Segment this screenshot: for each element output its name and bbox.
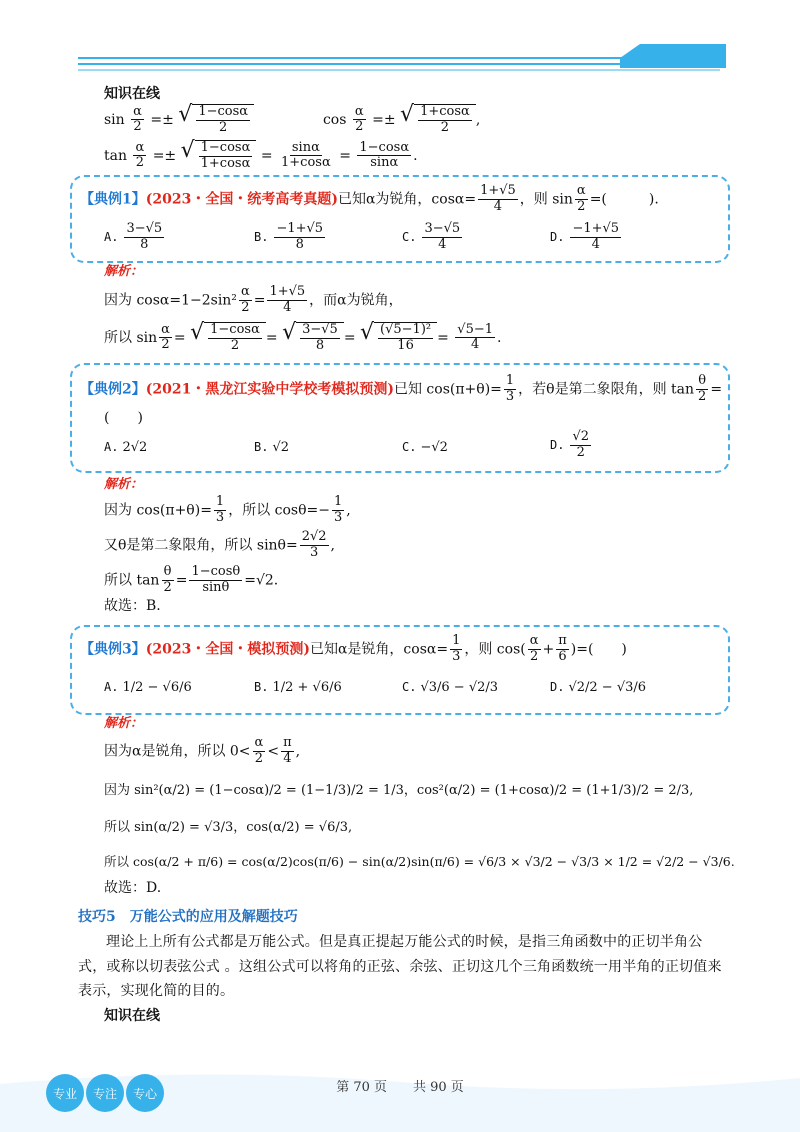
ex1-option-b[interactable]: B. $\frac{-1+√5}{8}$ (254, 221, 324, 252)
ex1-option-a[interactable]: A. $\frac{3-√5}{8}$ (104, 221, 163, 252)
solution-1-line-1: 因为 cosα=1−2sin² $\frac{\alpha}{2}$ = $\frac{1+√5}{4}$ ，而α为锐角， (104, 284, 403, 315)
footer-pill-1: 专业 (46, 1074, 84, 1112)
solution-2-line-2: 又θ是第二象限角，所以 sinθ= $\frac{2√2}{3}$ , (104, 529, 335, 560)
formula-half-angle-sin-cos: sin $\frac{\alpha}{2}$ =± √ $\frac{1-\cos\alpha}{2}$ cos $\frac{\alpha}{2}$ =± √ $\frac{1+\cos\alpha}{2}$ , (104, 102, 481, 135)
ex3-option-b[interactable]: B. 1/2 + √6/6 (254, 680, 342, 695)
ex2-option-d[interactable]: D. $\frac{√2}{2}$ (550, 429, 590, 460)
solution-2-line-1: 因为 cos(π+θ)= $\frac{1}{3}$ ，所以 cosθ=− $\frac{1}{3}$ , (104, 494, 351, 525)
solution-3-answer: 故选：D. (104, 880, 162, 896)
footer-pill-3: 专心 (126, 1074, 164, 1112)
ex3-option-a[interactable]: A. 1/2 − √6/6 (104, 680, 192, 695)
ex3-option-d[interactable]: D. √2/2 − √3/6 (550, 680, 647, 695)
solution-3-label: 解析： (104, 716, 144, 731)
example-2-paren: ( ) (104, 410, 143, 426)
solution-1-line-2: 所以 sin $\frac{\alpha}{2}$ = √ $\frac{1-\cos\alpha}{2}$ = √ $\frac{3-√5}{8}$ = √ $\frac{\text{(√5−1)²}}{16}$ = $\frac{√5-1}{4}$ . (104, 320, 502, 353)
solution-3-line-1: 因为α是锐角，所以 0< $\frac{\alpha}{2}$ < $\frac{\pi}{4}$ , (104, 735, 301, 766)
formula-half-angle-tan: tan $\frac{\alpha}{2}$ =± √ $\frac{1-\cos\alpha}{1+\cos\alpha}$ = $\frac{\sin\alpha}{1+\cos\alpha}$ = $\frac{1-\cos\alpha}{\sin\alpha}$ . (104, 138, 418, 171)
page-number: 第 70 页 共 90 页 (336, 1080, 464, 1095)
example-2-question: 【典例2】(2021・黑龙江实验中学校考模拟预测)已知 cos(π+θ)= $\frac{1}{3}$ ，若θ是第二象限角，则 tan $\frac{\theta}{2}$ = (80, 373, 723, 404)
section-paragraph: 理论上上所有公式都是万能公式。但是真正提起万能公式的时候，是指三角函数中的正切半角公式，或称以切表弦公式 。这组公式可以将角的正弦、余弦、正切这几个三角函数统一用半角的正切值来表示，实现化简的目的。 (78, 934, 722, 999)
solution-3-line-4: 所以 cos(α/2 + π/6) = cos(α/2)cos(π/6) − sin(α/2)sin(π/6) = √6/3 × √3/2 − √3/3 × 1/2 = √2/2 − √3/6. (104, 854, 735, 869)
example-1-question: 【典例1】(2023・全国・统考高考真题)已知α为锐角，cosα= $\frac{1+√5}{4}$ ，则 sin $\frac{\alpha}{2}$ =( ). (80, 183, 659, 214)
solution-3-line-3: 所以 sin(α/2) = √3/3，cos(α/2) = √6/3, (104, 820, 353, 835)
ex1-option-c[interactable]: C. $\frac{3-√5}{4}$ (402, 221, 461, 252)
ex1-option-d[interactable]: D. $\frac{-1+√5}{4}$ (550, 221, 620, 252)
solution-2-line-3: 所以 tan $\frac{\theta}{2}$ = $\frac{1-\cos\theta}{\sin\theta}$ =√2. (104, 564, 279, 595)
solution-2-answer: 故选：B. (104, 598, 161, 614)
ex2-option-c[interactable]: C. −√2 (402, 440, 448, 455)
knowledge-heading: 知识在线 (104, 86, 160, 102)
solution-2-label: 解析： (104, 477, 144, 492)
ex2-option-b[interactable]: B. √2 (254, 440, 290, 455)
solution-3-line-2: 因为 sin²(α/2) = (1−cosα)/2 = (1−1/3)/2 = 1/3，cos²(α/2) = (1+cosα)/2 = (1+1/3)/2 = 2/3, (104, 783, 694, 798)
solution-1-label: 解析： (104, 264, 144, 279)
section-title-tip-5: 技巧5 万能公式的应用及解题技巧 (78, 909, 298, 925)
footer-pill-2: 专注 (86, 1074, 124, 1112)
example-3-question: 【典例3】(2023・全国・模拟预测)已知α是锐角，cosα= $\frac{1}{3}$ ，则 cos( $\frac{\alpha}{2}$ + $\frac{\pi}{6}$ )=( ) (80, 633, 627, 664)
ex3-option-c[interactable]: C. √3/6 − √2/3 (402, 680, 499, 695)
knowledge-heading-2: 知识在线 (104, 1008, 160, 1024)
ex2-option-a[interactable]: A. 2√2 (104, 440, 148, 455)
